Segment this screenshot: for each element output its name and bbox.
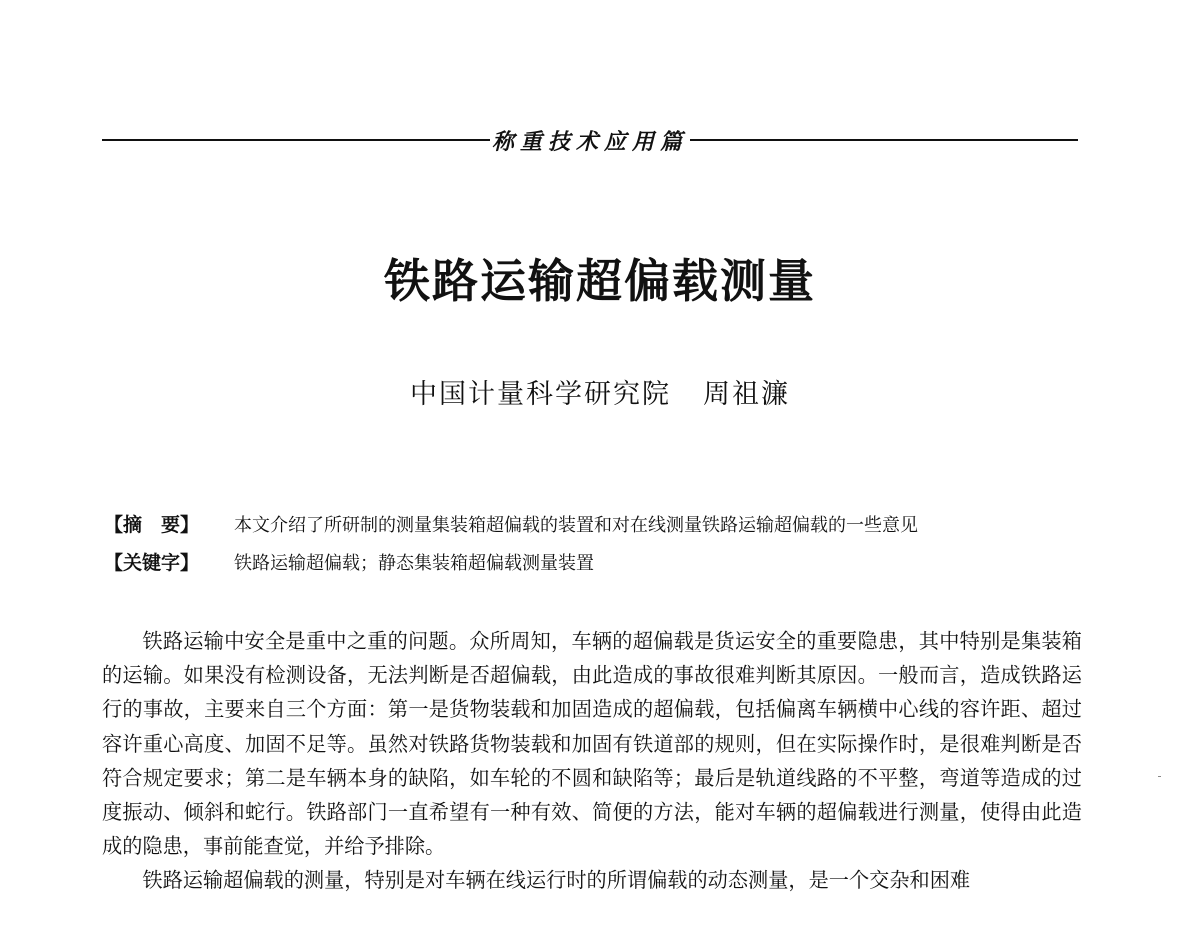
paper-title: 铁路运输超偏载测量 [384,254,816,308]
keywords-label: 【关键字】 [104,552,200,574]
author-affiliation: 中国计量科学研究院 [410,379,671,410]
margin-mark [1158,776,1161,777]
section-header [102,120,1078,160]
body-paragraph-1: 铁路运输中安全是重中之重的问题。众所周知，车辆的超偏载是货运安全的重要隐患，其中特别是集装箱的运输。如果没有检测设备，无法判断是否超偏载，由此造成的事故很难判断其原因。一般而言，造成铁路运行的事故，主要来自三个方面：第一是货物装载和加固造成的超偏载，包括偏离车辆横中心线的容许距、超过容许重心高度、加固不足等。虽然对铁路货物装载和加固有铁道部的规则，但在实际操作时，是很难判断是否符合规定要求；第二是车辆本身的缺陷，如车轮的不圆和缺陷等；最后是轨道线路的不平整，弯道等造成的过度振动、倾斜和蛇行。铁路部门一直希望有一种有效、简便的方法，能对车辆的超偏载进行测量，使得由此造成的隐患，事前能查觉，并给予排除。 [102,629,1082,859]
body-paragraph-2: 铁路运输超偏载的测量，特别是对车辆在线运行时的所谓偏载的动态测量，是一个交杂和困难 [142,868,971,893]
section-label: 称重技术应用篇 [492,128,689,155]
keywords [104,548,1104,575]
header-rule-right [690,139,1078,141]
keywords-text: 铁路运输超偏载；静态集装箱超偏载测量装置 [234,553,594,574]
author-line [0,372,1200,411]
body-text [102,624,1082,898]
abstract-text: 本文介绍了所研制的测量集装箱超偏载的装置和对在线测量铁路运输超偏载的一些意见 [234,515,918,536]
abstract-label: 【摘 要】 [104,514,200,536]
abstract [104,510,1104,537]
author-name: 周祖濂 [703,379,790,410]
header-rule-left [102,139,490,141]
